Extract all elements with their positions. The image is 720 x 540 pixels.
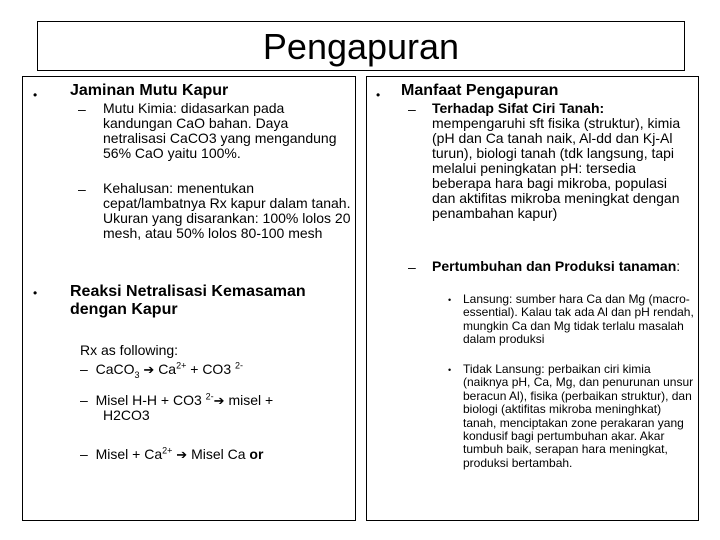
right-panel xyxy=(366,76,699,521)
rx3-reactant: Misel + Ca xyxy=(95,446,163,462)
right-sub1-heading: Terhadap Sifat Ciri Tanah: xyxy=(432,100,605,116)
right-sub1-body: mempengaruhi sft fisika (struktur), kimia (pH dan Ca tanah naik, Al-dd dan Kj-Al turun), biologi tanah (tdk langsung, tapi melalui peningkatan pH: tersedia beberapa hara bagi mikroba, populasi dan aktifitas mikroba meningkat dengan penambahan kapur) xyxy=(432,115,681,221)
rx1-product-1-sup: 2+ xyxy=(176,360,187,371)
right-arrow-icon: ➔ xyxy=(176,447,188,462)
reaction-2 xyxy=(80,393,340,423)
rx2-reactant: Misel H-H + CO3 xyxy=(95,392,202,408)
rx2-product-2: H2CO3 xyxy=(103,407,150,423)
reaction-1 xyxy=(80,360,244,380)
small-bullet-icon: • xyxy=(448,295,452,305)
rx1-product-2-sup: 2- xyxy=(235,360,244,371)
title-box xyxy=(37,21,685,71)
bullet-icon: • xyxy=(33,286,38,300)
left-panel xyxy=(22,76,356,521)
rx3-reactant-sup: 2+ xyxy=(162,445,173,456)
reaction-3 xyxy=(80,447,263,462)
left-heading-1: Jaminan Mutu Kapur xyxy=(70,82,229,99)
left-heading-2: Reaksi Netralisasi Kemasaman dengan Kapur xyxy=(70,283,306,318)
dash-icon: – xyxy=(80,446,88,462)
dash-icon: – xyxy=(408,259,416,275)
left-item-1: Mutu Kimia: didasarkan pada kandungan CaO bahan. Daya netralisasi CaCO3 yang mengandung 56% CaO yaitu 100%. xyxy=(103,100,337,161)
right-heading: Manfaat Pengapuran xyxy=(401,82,559,99)
right-arrow-icon: ➔ xyxy=(213,393,225,408)
right-sub1 xyxy=(432,101,694,221)
rx2-reactant-sup: 2- xyxy=(205,391,214,402)
bullet-icon: • xyxy=(376,88,381,102)
dash-icon: – xyxy=(80,392,88,408)
bullet-icon: • xyxy=(33,88,38,102)
small-bullet-icon: • xyxy=(448,365,452,375)
rx3-product: Misel Ca xyxy=(191,446,246,462)
rx1-product-2: + CO3 xyxy=(190,361,232,377)
right-bullet-2: Tidak Lansung: perbaikan ciri kimia (naiknya pH, Ca, Mg, dan penurunan unsur beracun Al), fisika (perbaikan struktur), dan biologi (aktifitas mikroba meninghkat) tanah, menciptakan zone perakaran yang kondusif bagi pertumbuhan akar. Akar tumbuh baik, serapan hara meningkat, produksi bertambah. xyxy=(463,362,694,470)
dash-icon: – xyxy=(408,101,416,117)
dash-icon: – xyxy=(80,361,88,377)
page-title: Pengapuran xyxy=(262,26,460,67)
rx1-product-1: Ca xyxy=(158,361,177,377)
right-sub2-colon: : xyxy=(676,258,681,274)
rx1-reactant: CaCO xyxy=(95,361,135,377)
dash-icon: – xyxy=(78,181,86,197)
rx2-product-1: misel + xyxy=(228,392,274,408)
left-item-2: Kehalusan: menentukan cepat/lambatnya Rx kapur dalam tanah. Ukuran yang disarankan: 100% lolos 20 mesh, atau 50% lolos 80-100 mesh xyxy=(103,180,351,241)
rx3-or: or xyxy=(249,446,264,462)
rx-intro: Rx as following: xyxy=(80,342,179,358)
right-sub2-heading: Pertumbuhan dan Produksi tanaman xyxy=(432,258,677,274)
dash-icon: – xyxy=(78,101,86,117)
right-arrow-icon: ➔ xyxy=(143,362,155,377)
rx1-reactant-sub: 3 xyxy=(134,369,140,380)
right-sub2 xyxy=(432,259,694,274)
right-bullet-1: Lansung: sumber hara Ca dan Mg (macro-essential). Kalau tak ada Al dan pH rendah, mungkin Ca dan Mg tidak terlalu masalah dalam produksi xyxy=(463,292,694,347)
